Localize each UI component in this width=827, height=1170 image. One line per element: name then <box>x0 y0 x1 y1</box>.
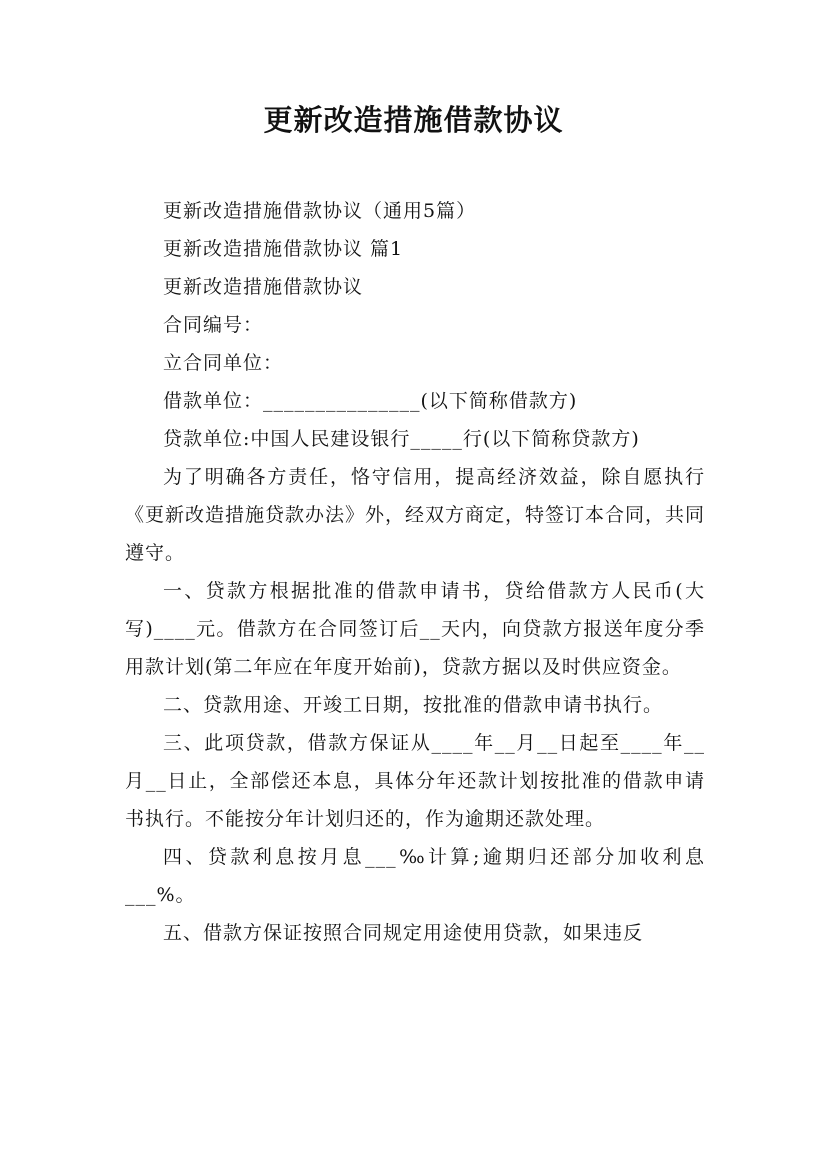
header-line-contracting-parties: 立合同单位： <box>163 352 284 374</box>
header-line-article-number: 更新改造措施借款协议 篇1 <box>163 238 404 260</box>
header-line-series-title: 更新改造措施借款协议（通用5篇） <box>163 200 477 222</box>
document-body <box>125 192 705 952</box>
paragraph-clause-4: 四、贷款利息按月息___‰计算;逾期归还部分加收利息___%。 <box>125 846 705 906</box>
paragraph-preamble: 为了明确各方责任，恪守信用，提高经济效益，除自愿执行《更新改造措施贷款办法》外，经双方商定，特签订本合同，共同遵守。 <box>125 466 706 564</box>
paragraph-clause-3: 三、此项贷款，借款方保证从____年__月__日起至____年__月__日止，全部偿还本息，具体分年还款计划按批准的借款申请书执行。不能按分年计划归还的，作为逾期还款处理。 <box>125 732 705 830</box>
header-line-contract-number: 合同编号： <box>163 314 264 336</box>
header-line-lender: 贷款单位:中国人民建设银行_____行(以下简称贷款方) <box>163 428 640 450</box>
paragraph-clause-2: 二、贷款用途、开竣工日期，按批准的借款申请书执行。 <box>163 694 664 716</box>
header-line-agreement-name: 更新改造措施借款协议 <box>163 276 364 298</box>
paragraph-clause-5: 五、借款方保证按照合同规定用途使用贷款，如果违反 <box>163 922 644 944</box>
paragraph-clause-1: 一、贷款方根据批准的借款申请书，贷给借款方人民币(大写)____元。借款方在合同签订后__天内，向贷款方报送年度分季用款计划(第二年应在年度开始前)，贷款方据以及时供应资金。 <box>125 580 705 678</box>
document-title: 更新改造措施借款协议 <box>263 103 564 137</box>
header-line-borrower: 借款单位：_______________(以下简称借款方) <box>163 390 578 412</box>
